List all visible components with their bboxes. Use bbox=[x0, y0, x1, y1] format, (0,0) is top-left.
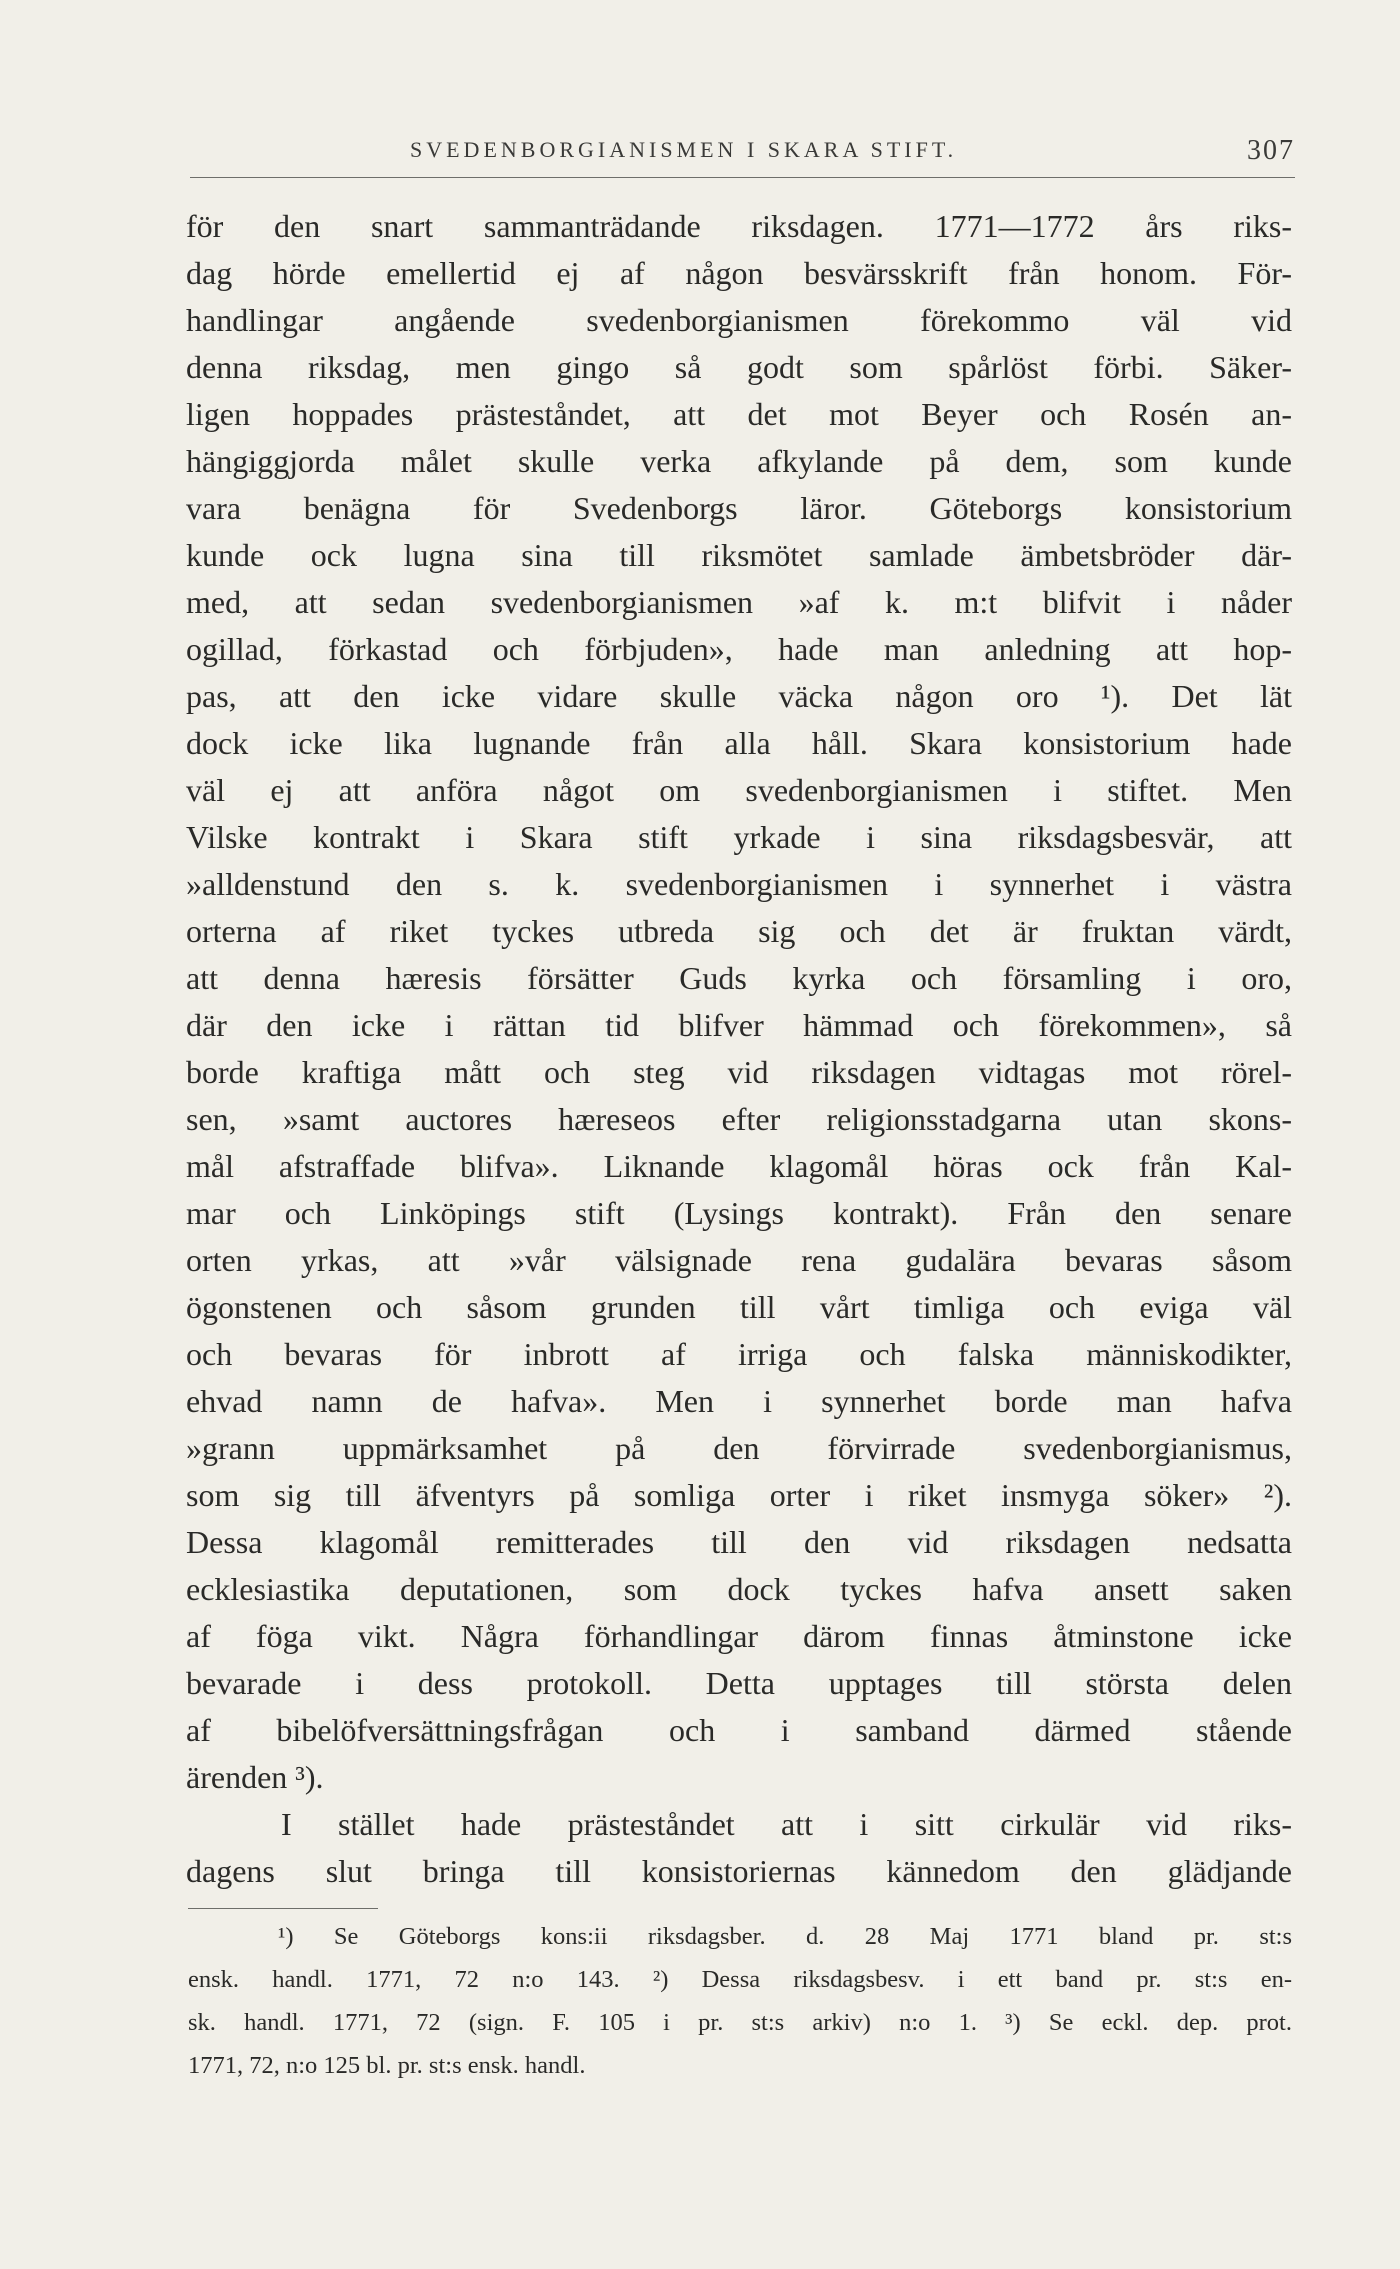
text-line: att denna hæresis försätter Guds kyrka och församling i oro, bbox=[186, 960, 1292, 996]
text-line: pas, att den icke vidare skulle väcka någon oro ¹). Det lät bbox=[186, 678, 1292, 714]
text-line: »grann uppmärksamhet på den förvirrade svedenborgianismus, bbox=[186, 1430, 1292, 1466]
text-line: ehvad namn de hafva». Men i synnerhet borde man hafva bbox=[186, 1383, 1292, 1419]
running-title: SVEDENBORGIANISMEN I SKARA STIFT. bbox=[410, 137, 958, 162]
text-line: bevarade i dess protokoll. Detta upptages till största delen bbox=[186, 1665, 1292, 1701]
text-line: sen, »samt auctores hæreseos efter religionsstadgarna utan skons- bbox=[186, 1101, 1292, 1137]
text-line: orten yrkas, att »vår välsignade rena gudalära bevaras såsom bbox=[186, 1242, 1292, 1278]
text-line: vara benägna för Svedenborgs läror. Göteborgs konsistorium bbox=[186, 490, 1292, 526]
text-line: borde kraftiga mått och steg vid riksdagen vidtagas mot rörel- bbox=[186, 1054, 1292, 1090]
body-text bbox=[186, 203, 1292, 1895]
footnotes bbox=[188, 1915, 1292, 2087]
text-line: ecklesiastika deputationen, som dock tyckes hafva ansett saken bbox=[186, 1571, 1292, 1607]
text-line: med, att sedan svedenborgianismen »af k. m:t blifvit i nåder bbox=[186, 584, 1292, 620]
text-line: som sig till äfventyrs på somliga orter i riket insmyga söker» ²). bbox=[186, 1477, 1292, 1513]
text-line: af bibelöfversättningsfrågan och i samband därmed stående bbox=[186, 1712, 1292, 1748]
text-line: väl ej att anföra något om svedenborgianismen i stiftet. Men bbox=[186, 772, 1292, 808]
text-line: af föga vikt. Några förhandlingar därom finnas åtminstone icke bbox=[186, 1618, 1292, 1654]
text-line: för den snart sammanträdande riksdagen. 1771—1772 års riks- bbox=[186, 208, 1292, 244]
text-line: mål afstraffade blifva». Liknande klagomål höras ock från Kal- bbox=[186, 1148, 1292, 1184]
text-line: mar och Linköpings stift (Lysings kontrakt). Från den senare bbox=[186, 1195, 1292, 1231]
text-line: ligen hoppades prästeståndet, att det mot Beyer och Rosén an- bbox=[186, 396, 1292, 432]
text-line: Vilske kontrakt i Skara stift yrkade i sina riksdagsbesvär, att bbox=[186, 819, 1292, 855]
text-line: I stället hade prästeståndet att i sitt cirkulär vid riks- bbox=[281, 1806, 1292, 1842]
text-line: ärenden ³). bbox=[186, 1759, 324, 1795]
footnote-line: ensk. handl. 1771, 72 n:o 143. ²) Dessa riksdagsbesv. i ett band pr. st:s en- bbox=[188, 1966, 1292, 1993]
footnote-line: sk. handl. 1771, 72 (sign. F. 105 i pr. st:s arkiv) n:o 1. ³) Se eckl. dep. prot. bbox=[188, 2009, 1292, 2036]
footnote-line: 1771, 72, n:o 125 bl. pr. st:s ensk. handl. bbox=[188, 2052, 586, 2079]
text-line: handlingar angående svedenborgianismen förekommo väl vid bbox=[186, 302, 1292, 338]
text-line: orterna af riket tyckes utbreda sig och det är fruktan värdt, bbox=[186, 913, 1292, 949]
text-line: ogillad, förkastad och förbjuden», hade man anledning att hop- bbox=[186, 631, 1292, 667]
page-header bbox=[190, 135, 1295, 178]
text-line: dock icke lika lugnande från alla håll. Skara konsistorium hade bbox=[186, 725, 1292, 761]
text-line: kunde ock lugna sina till riksmötet samlade ämbetsbröder där- bbox=[186, 537, 1292, 573]
text-line: Dessa klagomål remitterades till den vid riksdagen nedsatta bbox=[186, 1524, 1292, 1560]
text-line: där den icke i rättan tid blifver hämmad och förekommen», så bbox=[186, 1007, 1292, 1043]
text-line: dag hörde emellertid ej af någon besvärsskrift från honom. För- bbox=[186, 255, 1292, 291]
text-line: denna riksdag, men gingo så godt som spårlöst förbi. Säker- bbox=[186, 349, 1292, 385]
text-line: och bevaras för inbrott af irriga och falska människodikter, bbox=[186, 1336, 1292, 1372]
text-line: dagens slut bringa till konsistoriernas kännedom den glädjande bbox=[186, 1853, 1292, 1889]
footnote-separator bbox=[188, 1908, 378, 1909]
text-line: ögonstenen och såsom grunden till vårt timliga och eviga väl bbox=[186, 1289, 1292, 1325]
text-line: hängiggjorda målet skulle verka afkylande på dem, som kunde bbox=[186, 443, 1292, 479]
footnote-line: ¹) Se Göteborgs kons:ii riksdagsber. d. 28 Maj 1771 bland pr. st:s bbox=[278, 1923, 1292, 1950]
text-line: »alldenstund den s. k. svedenborgianismen i synnerhet i västra bbox=[186, 866, 1292, 902]
page-number: 307 bbox=[1247, 135, 1295, 166]
